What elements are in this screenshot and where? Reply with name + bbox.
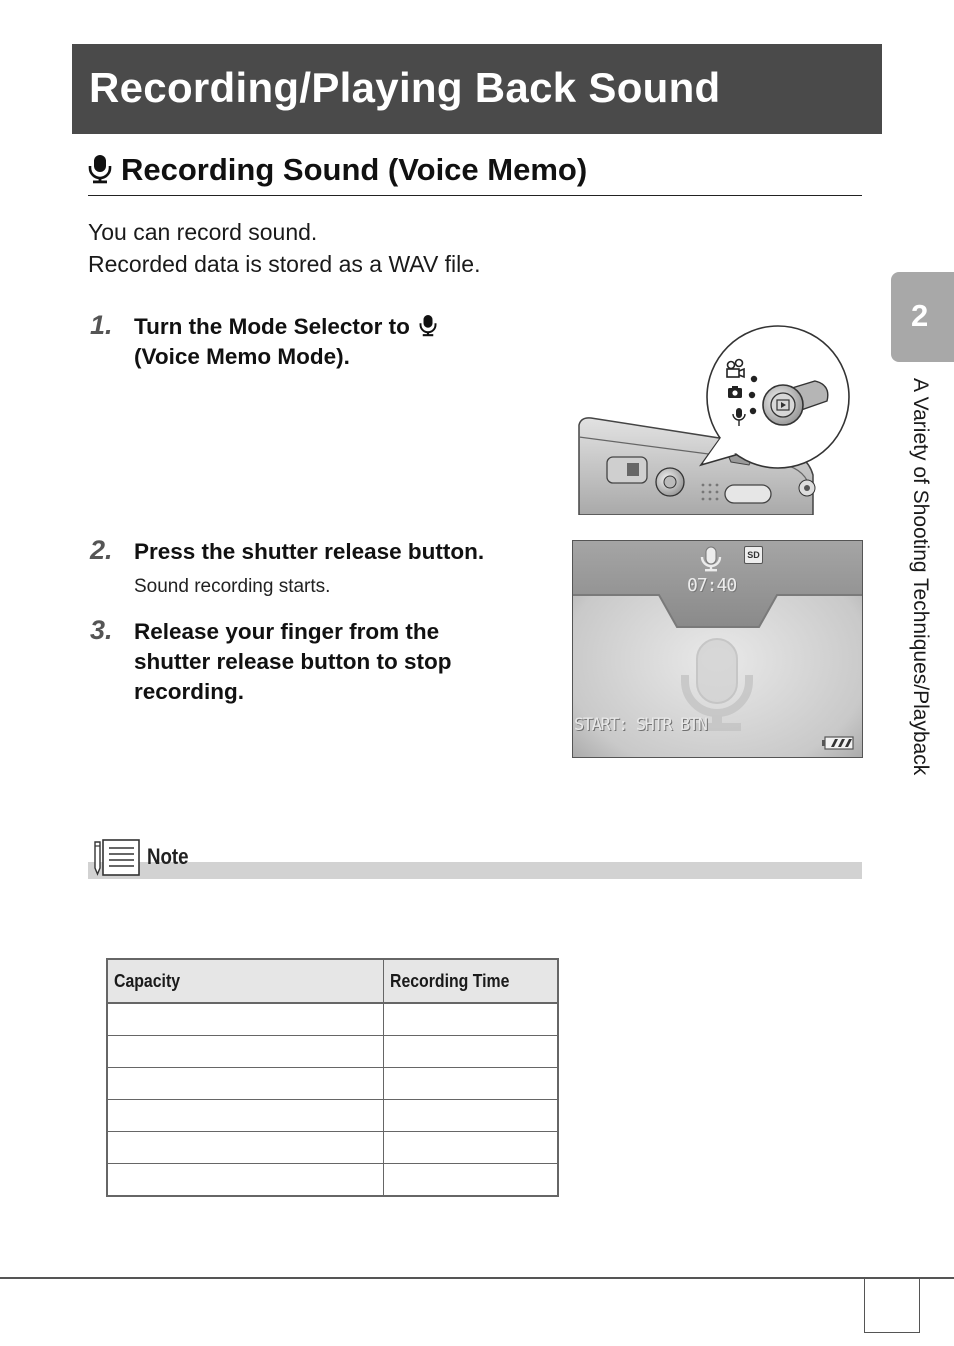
step-1-text: [134, 312, 437, 372]
table-cell: [384, 1164, 559, 1197]
step-text-line: recording.: [134, 679, 245, 704]
table-cell: [107, 1132, 384, 1164]
table-row: [107, 1100, 558, 1132]
table-row: [107, 1068, 558, 1100]
column-header-label: Capacity: [114, 970, 181, 991]
start-prompt: START: SHTR BTN: [574, 715, 707, 735]
microphone-icon: [419, 314, 437, 337]
chapter-tab: [891, 272, 954, 362]
table-cell: [384, 1100, 559, 1132]
table-cell: [107, 1003, 384, 1036]
section-heading: [88, 150, 862, 196]
note-section: [88, 838, 862, 880]
camera-mode-dial-illustration: [577, 325, 853, 515]
table-cell: [384, 1036, 559, 1068]
table-cell: [384, 1132, 559, 1164]
table-row: [107, 1132, 558, 1164]
step-number: 1.: [90, 310, 113, 340]
sd-card-badge: SD: [744, 546, 763, 564]
table-row: [107, 1003, 558, 1036]
chapter-label: A Variety of Shooting Techniques/Playback: [909, 378, 932, 776]
step-2-subtext: Sound recording starts.: [134, 576, 331, 597]
step-text-part: Turn the Mode Selector to: [134, 314, 410, 339]
recording-capacity-table: [106, 958, 559, 1197]
page-title: Recording/Playing Back Sound: [89, 64, 721, 111]
battery-icon: [822, 737, 853, 749]
table-cell: [107, 1068, 384, 1100]
recording-time-remaining: 07:40: [687, 575, 737, 596]
microphone-icon: [88, 154, 112, 184]
lcd-screen-illustration: [572, 540, 863, 758]
intro-line: You can record sound.: [88, 219, 318, 245]
intro-text: [88, 216, 480, 280]
table-row: [107, 1164, 558, 1197]
column-header: [384, 959, 559, 1003]
note-bar: [88, 862, 862, 879]
column-header-label: Recording Time: [390, 970, 510, 991]
table-cell: [107, 1100, 384, 1132]
note-label: Note: [147, 844, 189, 869]
step-number: 3.: [90, 615, 113, 645]
step-text-line: shutter release button to stop: [134, 649, 452, 674]
note-icon: [90, 838, 142, 878]
step-text-line: Release your finger from the: [134, 619, 440, 644]
title-bar: [72, 44, 882, 134]
step-text-part: (Voice Memo Mode).: [134, 344, 350, 369]
table-cell: [384, 1068, 559, 1100]
step-number: 2.: [90, 535, 113, 565]
section-title: Recording Sound (Voice Memo): [121, 152, 588, 187]
step-2-text: Press the shutter release button.: [134, 539, 485, 564]
table-cell: [107, 1036, 384, 1068]
column-header: [107, 959, 384, 1003]
intro-line: Recorded data is stored as a WAV file.: [88, 251, 481, 277]
step-3-text: [134, 617, 452, 707]
page-number-box: [864, 1277, 920, 1333]
chapter-number: 2: [911, 298, 929, 333]
table-header-row: [107, 959, 558, 1003]
table-cell: [107, 1164, 384, 1197]
table-row: [107, 1036, 558, 1068]
footer-rule: [0, 1277, 954, 1279]
table-cell: [384, 1003, 559, 1036]
